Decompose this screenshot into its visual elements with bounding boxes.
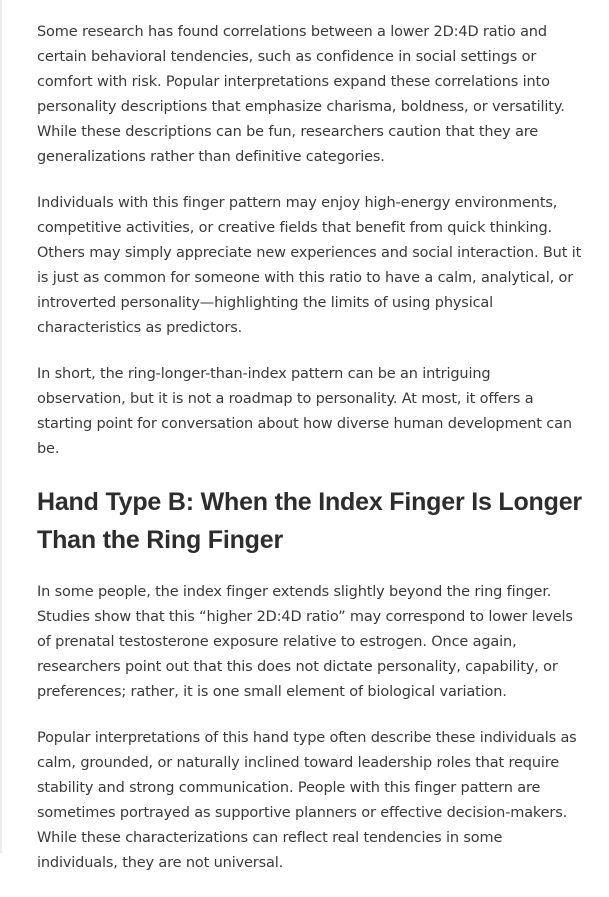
- paragraph: In short, the ring-longer-than-index pattern can be an intriguing observation, but it is not a roadmap to personality. At most, it offers a starting point for conversation about how diverse human development can be.: [37, 366, 572, 457]
- paragraph: Popular interpretations of this hand type often describe these individuals as calm, grounded, or naturally inclined toward leadership roles that require stability and strong communication. People with this finger pattern are sometimes portrayed as supportive planners or effective decision-makers. While these characterizations can reflect real tendencies in some individuals, they are not universal.: [37, 730, 577, 871]
- paragraph: Some research has found correlations between a lower 2D:4D ratio and certain behavioral tendencies, such as confidence in social settings or comfort with risk. Popular interpretations expand these correlations into personality descriptions that emphasize charisma, boldness, or versatility. While these descriptions can be fun, researchers caution that they are generalizations rather than definitive categories.: [37, 24, 565, 165]
- section-heading: Hand Type B: When the Index Finger Is Longer Than the Ring Finger: [37, 488, 582, 554]
- paragraph: Individuals with this finger pattern may enjoy high-energy environments, competitive activities, or creative fields that benefit from quick thinking. Others may simply appreciate new experiences and social interaction. But it is just as common for someone with this ratio to have a calm, analytical, or introverted personality—highlighting the limits of using physical characteristics as predictors.: [37, 195, 582, 336]
- left-border: [0, 0, 2, 853]
- article-body: [37, 20, 582, 897]
- paragraph: In some people, the index finger extends slightly beyond the ring finger. Studies show that this “higher 2D:4D ratio” may correspond to lower levels of prenatal testosterone exposure relative to estrogen. Once again, researchers point out that this does not dictate personality, capability, or preferences; rather, it is one small element of biological variation.: [37, 584, 573, 700]
